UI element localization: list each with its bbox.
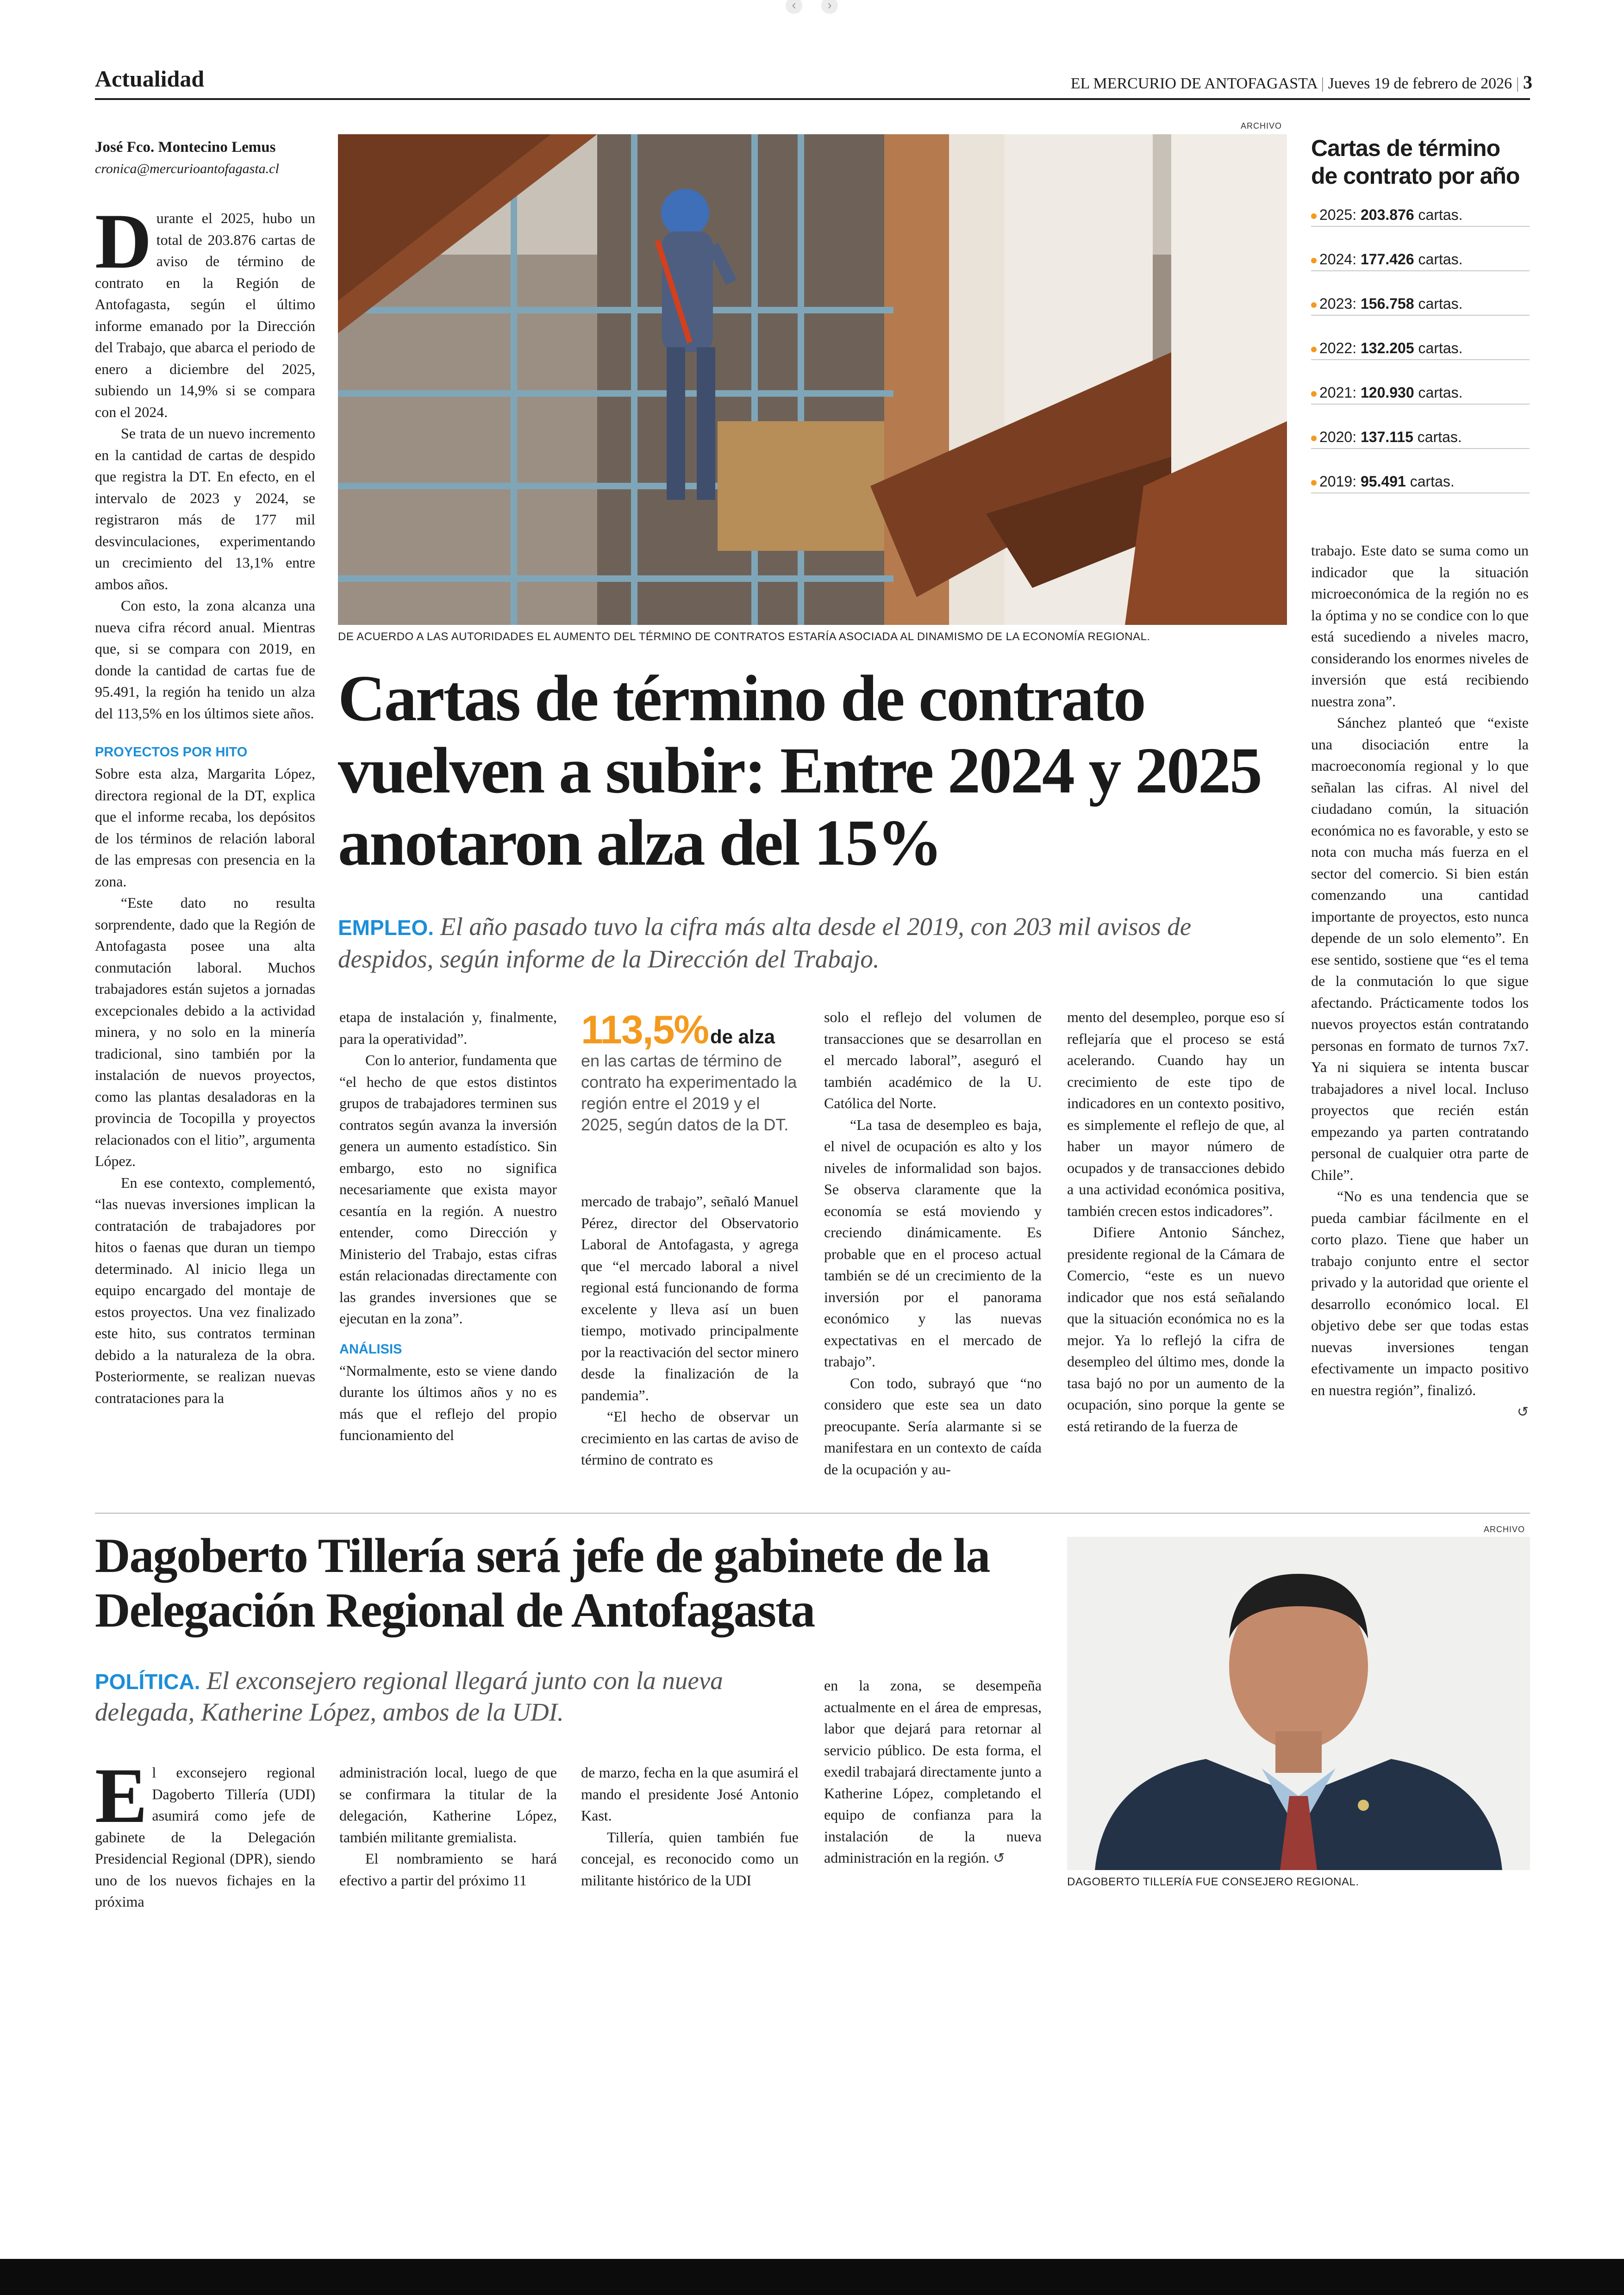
paragraph: administración local, luego de que se confirmara la titular de la delegación, Katherine López, también militante gremialista. — [339, 1764, 557, 1846]
subheading: ANÁLISIS — [339, 1341, 402, 1357]
paragraph: Con lo anterior, fundamenta que “el hecho de que estos distintos grupos de trabajadores terminen sus contratos según avanza la inversión genera un aumento estadístico. Sin embargo, esto no significa necesariamente que exista mayor cesantía en la región. A nuestro entender, como Dirección y Ministerio del Trabajo, estas cifras están relacionadas directamente con las grandes inversiones que se ejecutan en la zona”. — [339, 1052, 557, 1327]
page-number: 3 — [1523, 72, 1532, 93]
subheading: PROYECTOS POR HITO — [95, 745, 248, 760]
photo-caption: DE ACUERDO A LAS AUTORIDADES EL AUMENTO DEL TÉRMINO DE CONTRATOS ESTARÍA ASOCIADA AL DINAMISMO DE LA ECONOMÍA REGIONAL. — [338, 630, 1150, 643]
paragraph: mento del desempleo, porque eso sí reflejaría que el proceso se está acelerando. Cuando hay un crecimiento de este tipo de indicadores en un contexto positivo, es simplemente el reflejo de que, al haber un mayor número de ocupados y de transacciones debido a una actividad económica positiva, también crecen estos indicadores”. — [1067, 1009, 1285, 1219]
deck-kicker: POLÍTICA. — [95, 1670, 200, 1694]
dropcap: E — [95, 1752, 148, 1839]
section-label: Actualidad — [95, 66, 205, 92]
paragraph: mercado de trabajo”, señaló Manuel Pérez, director del Observatorio Laboral de Antofagasta, y agrega que “el mercado laboral a nivel regional está funcionando de forma excelente y lleva así un buen tiempo, motivado principalmente por la reactivación del sector minero desde la finalización de la pandemia”. — [581, 1193, 799, 1403]
sidebox-item: 2019: 95.491 cartas. — [1311, 470, 1530, 493]
portrait-illustration — [1067, 1537, 1530, 1870]
secondary-deck — [95, 1665, 817, 1727]
paragraph: Sánchez planteó que “existe una disociación entre la macroeconomía regional y lo que señalan las cifras. Al nivel del ciudadano común, la situación económica no es favorable, y esto se nota con mucha más fuerza en el sector del comercio. Si bien están comenzando una cantidad importante de proyectos, esto nunca depende de un solo elemento”. En ese sentido, sostiene que “es el tema de la conmutación lo que sigue afectando. Prácticamente todos los nuevos proyectos están contratando personas en formato de turnos 7x7. Ya ni siquiera se intenta buscar trabajadores a nivel local. Incluso proyectos que recién están empezando ya parten contratando personal de cualquier otra parte de Chile”. — [1311, 714, 1529, 1183]
prev-page-button[interactable]: ‹ — [786, 0, 802, 14]
deck-text: El exconsejero regional llegará junto con la nueva delegada, Katherine López, ambos de la UDI. — [95, 1666, 723, 1726]
paragraph: En ese contexto, complementó, “las nuevas inversiones implican la contratación de trabajadores por hitos o faenas que duran un tiempo determinado. Al inicio llega un equipo encargado del montaje de estos proyectos. Una vez finalizado este hito, sus contratos terminan debido a la naturaleza de la obra. Posteriormente, se realizan nuevas contrataciones para la — [95, 1174, 315, 1406]
paragraph: solo el reflejo del volumen de transacciones que se desarrollan en el mercado laboral”, aseguró el también académico de la U. Católica del Norte. — [824, 1009, 1042, 1111]
bullet-dot — [1311, 480, 1317, 486]
paragraph: “Normalmente, esto se viene dando durante los últimos años y no es más que el reflejo del propio funcionamiento del — [339, 1362, 557, 1443]
article-column-5 — [1067, 1006, 1285, 1437]
photo-credit: ARCHIVO — [1484, 1525, 1525, 1534]
stat-label: de alza — [710, 1026, 775, 1048]
bullet-dot — [1311, 302, 1317, 308]
photo-credit: ARCHIVO — [1241, 121, 1282, 131]
secondary-column-1 — [95, 1752, 315, 1913]
bullet-dot — [1311, 258, 1317, 263]
article-column-1 — [95, 198, 315, 1409]
header-rule — [95, 98, 1530, 100]
paragraph: etapa de instalación y, finalmente, para la operatividad”. — [339, 1009, 557, 1047]
sidebox-item: 2025: 203.876 cartas. — [1311, 204, 1530, 227]
sidebox-item: 2023: 156.758 cartas. — [1311, 293, 1530, 316]
paragraph: “La tasa de desempleo es baja, el nivel de ocupación es alto y los niveles de informalidad son bajos. Se observa claramente que la economía se está moviendo y creciendo dinámicamente. Es probable que en el proceso actual también se dé un crecimiento de la inversión por el panorama económico y las nuevas expectativas en el mercado de trabajo”. — [824, 1116, 1042, 1370]
stat-number: 113,5% — [581, 1008, 708, 1052]
portrait-caption: DAGOBERTO TILLERÍA FUE CONSEJERO REGIONAL. — [1067, 1876, 1359, 1888]
secondary-column-4 — [824, 1675, 1042, 1870]
sidebox-item: 2024: 177.426 cartas. — [1311, 248, 1530, 271]
article-column-2 — [339, 1006, 557, 1446]
portrait-photo — [1067, 1537, 1530, 1870]
article-deck — [338, 911, 1292, 975]
article-column-4 — [824, 1006, 1042, 1480]
paragraph: en la zona, se desempeña actualmente en el área de empresas, labor que dejará para retornar al servicio público. De esta forma, el exedil trabajará directamente junto a Katherine López, completando el equipo de confianza para la instalación de la nueva administración en la región. — [824, 1677, 1042, 1866]
sidebox-item: 2022: 132.205 cartas. — [1311, 337, 1530, 360]
newspaper-name: EL MERCURIO DE ANTOFAGASTA — [1070, 75, 1317, 92]
dropcap: D — [95, 198, 152, 285]
paragraph: “No es una tendencia que se pueda cambiar fácilmente en el corto plazo. Tiene que haber un trabajo conjunto entre el sector privado y la autoridad que oriente el desarrollo económico local. El objetivo debe ser que todas estas nuevas inversiones tengan efectivamente un impacto positivo en nuestra región”, finalizó. — [1311, 1188, 1529, 1398]
paragraph: “El hecho de observar un crecimiento en las cartas de aviso de término de contrato es — [581, 1408, 799, 1468]
author-name: José Fco. Montecino Lemus — [95, 139, 276, 156]
paragraph: urante el 2025, hubo un total de 203.876 cartas de aviso de término de contrato en la Región de Antofagasta, según el último informe emanado por la Dirección del Trabajo, que abarca el periodo de enero a diciembre del 2025, subiendo un 14,9% si se compara con el 2024. — [95, 210, 315, 420]
paragraph: de marzo, fecha en la que asumirá el mando el presidente José Antonio Kast. — [581, 1764, 799, 1824]
bullet-dot — [1311, 391, 1317, 397]
secondary-column-3 — [581, 1762, 799, 1891]
newspaper-masthead: EL MERCURIO DE ANTOFAGASTA | Jueves 19 de febrero de 2026 | 3 — [1070, 72, 1532, 93]
sidebox-title: Cartas de término de contrato por año — [1311, 135, 1520, 189]
paragraph: l exconsejero regional Dagoberto Tillería (UDI) asumirá como jefe de gabinete de la Delegación Presidencial Regional (DPR), siendo uno de los nuevos fichajes en la próxima — [95, 1764, 315, 1910]
paragraph: Difiere Antonio Sánchez, presidente regional de la Cámara de Comercio, “este es un nuevo indicador que nos está señalando que la situación económica no es la mejor. Ya lo reflejó la cifra de desempleo del último mes, donde la tasa bajó no por un aumento de la ocupación, sino porque la gente se está retirando de la fuerza de — [1067, 1224, 1285, 1434]
deck-kicker: EMPLEO. — [338, 916, 434, 940]
paragraph: trabajo. Este dato se suma como un indicador que la situación microeconómica de la región no es la óptima y no se condice con lo que está sucediendo a niveles macro, considerando los enormes niveles de inversión que está recibiendo nuestra zona”. — [1311, 542, 1529, 710]
article-column-3 — [581, 1191, 799, 1471]
end-mark-icon: ↺ — [993, 1851, 1005, 1866]
stat-box — [581, 1007, 803, 1135]
paragraph: Tillería, quien también fue concejal, es reconocido como un militante histórico de la UDI — [581, 1828, 799, 1889]
sidebox-item: 2020: 137.115 cartas. — [1311, 426, 1530, 449]
article-separator — [95, 1513, 1530, 1514]
bottom-bar — [0, 2259, 1624, 2295]
article-column-6 — [1311, 540, 1529, 1423]
paragraph: Sobre esta alza, Margarita López, directora regional de la DT, explica que el informe recaba, los depósitos de los términos de relación laboral de las empresas con presencia en la zona. — [95, 765, 315, 890]
secondary-column-2 — [339, 1762, 557, 1891]
paragraph: Con esto, la zona alcanza una nueva cifra récord anual. Mientras que, si se compara con 2019, en donde la cantidad de cartas fue de 95.491, la región ha tenido un alza del 113,5% en los últimos siete años. — [95, 597, 315, 722]
bullet-dot — [1311, 347, 1317, 352]
main-headline: Cartas de término de contrato vuelven a subir: Entre 2024 y 2025 anotaron alza del 15% — [338, 661, 1261, 879]
author-email[interactable]: cronica@mercurioantofagasta.cl — [95, 161, 279, 176]
paragraph: Con todo, subrayó que “no considero que este sea un dato preocupante. Sería alarmante si se manifestara en un contexto de caída de la ocupación y au- — [824, 1374, 1042, 1478]
worker-photo — [338, 134, 1287, 625]
bullet-dot — [1311, 213, 1317, 219]
paragraph: El nombramiento se hará efectivo a partir del próximo 11 — [339, 1850, 557, 1889]
bullet-dot — [1311, 436, 1317, 441]
issue-date: Jueves 19 de febrero de 2026 — [1328, 75, 1512, 92]
paragraph: “Este dato no resulta sorprendente, dado que la Región de Antofagasta posee una alta conmutación laboral. Muchos trabajadores están sujetos a jornadas excepcionales debido a la actividad minera, y no solo en la minería tradicional, sino también por la instalación de nuevos proyectos, como las plantas desaladoras en la provincia de Tocopilla y proyectos relacionados con el litio”, argumenta López. — [95, 894, 315, 1169]
paragraph: Se trata de un nuevo incremento en la cantidad de cartas de despido que registra la DT. En efecto, en el intervalo de 2023 y 2024, se registraron más de 177 mil desvinculaciones, experimentando un crecimiento del 13,1% entre ambos años. — [95, 425, 315, 592]
deck-text: El año pasado tuvo la cifra más alta desde el 2019, con 203 mil avisos de despidos, según informe de la Dirección del Trabajo. — [338, 912, 1192, 973]
worker-photo-illustration — [338, 134, 1287, 625]
stat-text: en las cartas de término de contrato ha experimentado la región entre el 2019 y el 2025, según datos de la DT. — [581, 1051, 797, 1134]
end-mark-icon: ↺ — [1517, 1404, 1529, 1420]
next-page-button[interactable]: › — [821, 0, 838, 14]
sidebox-item: 2021: 120.930 cartas. — [1311, 381, 1530, 405]
secondary-headline: Dagoberto Tillería será jefe de gabinete de la Delegación Regional de Antofagasta — [95, 1528, 990, 1637]
